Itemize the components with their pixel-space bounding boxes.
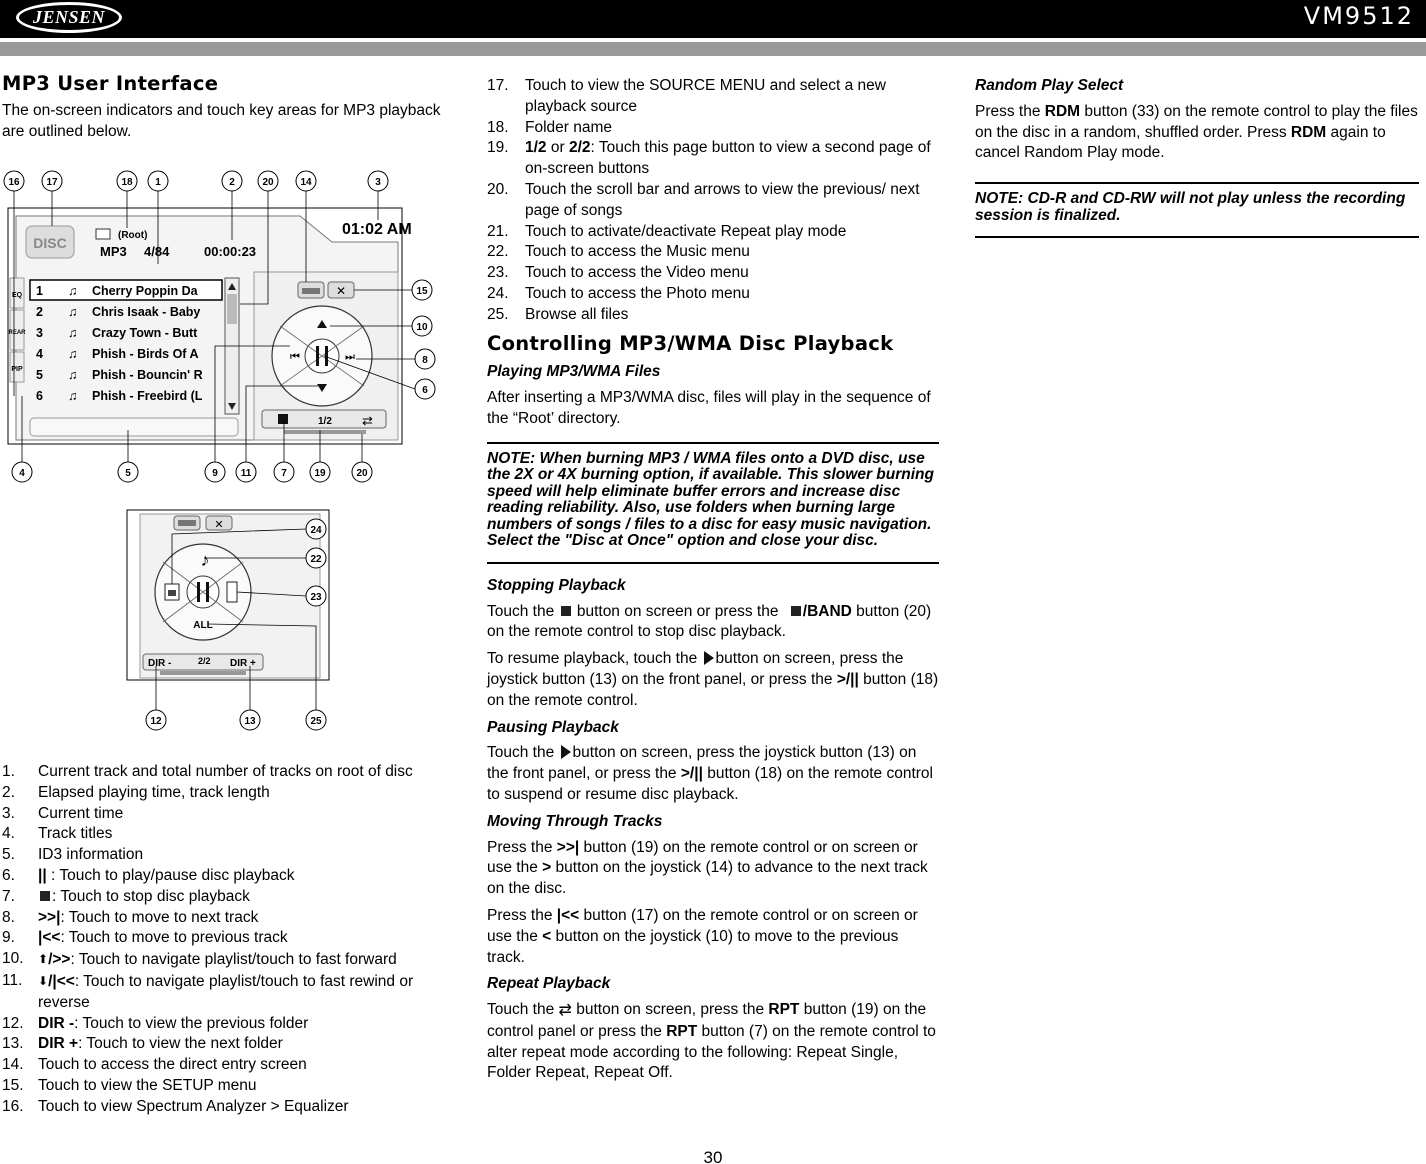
svg-text:✕: ✕ xyxy=(214,519,224,531)
pause-icon[interactable] xyxy=(197,582,200,602)
up-arrow-icon: ⬆ xyxy=(38,952,49,967)
column-1-list xyxy=(2,762,442,1118)
list-item: 4. Track titles xyxy=(2,825,113,843)
subheading-repeat: Repeat Playback xyxy=(487,975,611,993)
callout: 11 xyxy=(240,468,252,479)
list-item: 9. |<<: Touch to move to previous track xyxy=(2,929,288,947)
format-label: MP3 xyxy=(100,244,127,259)
list-item: 8. >>|: Touch to move to next track xyxy=(2,908,259,926)
track-num: 5 xyxy=(36,368,43,382)
play-icon xyxy=(561,745,571,759)
list-item: 6. || : Touch to play/pause disc playback xyxy=(2,866,295,884)
note-icon: ♫ xyxy=(68,305,78,319)
play-icon xyxy=(704,651,714,665)
callout: 2 xyxy=(229,177,235,188)
callout: 4 xyxy=(19,468,25,479)
callout: 24 xyxy=(310,525,322,536)
list-item: 7. : Touch to stop disc playback xyxy=(2,887,250,905)
video-menu-icon[interactable] xyxy=(227,582,237,602)
callout: 22 xyxy=(310,554,322,565)
list-item: 14. Touch to access the direct entry screen xyxy=(2,1056,307,1074)
music-menu-icon[interactable]: ♪ xyxy=(200,550,210,570)
folder-name: (Root) xyxy=(118,230,148,241)
note-icon: ♫ xyxy=(68,347,78,361)
track-num: 2 xyxy=(36,305,43,319)
note-icon: ♫ xyxy=(68,326,78,340)
list-item: 3. Current time xyxy=(2,804,124,822)
callout-legend-list xyxy=(2,762,442,1118)
stop-paragraph-1: Touch the button on screen or press the /BAND button (20) on the remote control to stop disc playback. xyxy=(487,602,932,641)
list-item: 5. ID3 information xyxy=(2,846,144,864)
repeat-paragraph: Touch the ⇄ button on screen, press the RPT button (19) on the control panel or press the RPT button (7) on the remote control to alter repeat mode according to the following: Repeat Single, Folder Repeat, Repeat Off. xyxy=(487,1001,936,1082)
column-2 xyxy=(487,76,939,1090)
list-item: 20. Touch the scroll bar and arrows to view the previous/ next page of songs xyxy=(487,180,920,219)
callout: 19 xyxy=(314,468,326,479)
page-number: 30 xyxy=(703,1148,723,1164)
callout: 16 xyxy=(8,177,20,188)
callout: 20 xyxy=(262,177,274,188)
track-title[interactable]: Phish - Freebird (L xyxy=(92,389,203,403)
track-title[interactable]: Cherry Poppin Da xyxy=(92,284,198,298)
section-title-mp3-interface: MP3 User Interface xyxy=(2,72,219,95)
track-count: 4/84 xyxy=(144,244,170,259)
header-bar xyxy=(0,0,1426,38)
eq-tab-label: EQ xyxy=(11,292,23,299)
intro-text: The on-screen indicators and touch key areas for MP3 playback are outlined below. xyxy=(2,101,441,140)
browse-all-label[interactable]: ALL xyxy=(193,620,213,631)
track-num: 3 xyxy=(36,326,43,340)
previous-track-icon[interactable]: ⏮ xyxy=(290,351,300,363)
folder-icon xyxy=(96,229,110,239)
track-title[interactable]: Phish - Birds Of A xyxy=(92,347,199,361)
cdr-note: NOTE: CD-R and CD-RW will not play unless the recording session is finalized. xyxy=(975,182,1419,238)
callout: 20 xyxy=(356,468,368,479)
subheading-stopping: Stopping Playback xyxy=(487,576,626,594)
list-item: 18. Folder name xyxy=(487,118,613,136)
callout: 12 xyxy=(150,716,162,727)
disc-label: DISC xyxy=(33,235,67,251)
mp3-interface-diagram xyxy=(0,168,440,736)
list-item: 25. Browse all files xyxy=(487,305,629,323)
repeat-icon[interactable]: ⇄ xyxy=(362,413,373,428)
callout: 10 xyxy=(416,322,428,333)
subheading-playing: Playing MP3/WMA Files xyxy=(487,363,661,381)
callout: 6 xyxy=(422,385,428,396)
next-track-icon[interactable]: ⏭ xyxy=(345,351,355,363)
list-item: 12. DIR -: Touch to view the previous folder xyxy=(2,1014,309,1032)
track-num: 4 xyxy=(36,347,43,361)
list-item: 19. 1/2 or 2/2: Touch this page button to view a second page of on-screen buttons xyxy=(487,139,931,178)
list-item: 11. ⬇/|<<: Touch to navigate playlist/touch to fast rewind or reverse xyxy=(2,971,414,1011)
stop-icon xyxy=(40,891,50,901)
tools-icon: ✕ xyxy=(335,284,347,298)
stop-icon xyxy=(791,606,801,616)
section-title-controlling: Controlling MP3/WMA Disc Playback xyxy=(487,331,894,355)
stop-paragraph-2: To resume playback, touch the button on screen, press the joystick button (13) on the front panel, or press the >/|| button (18) on the remote control. xyxy=(487,650,939,709)
note-icon: ♫ xyxy=(68,389,78,403)
list-item: 16. Touch to view Spectrum Analyzer > Equalizer xyxy=(2,1097,349,1115)
playing-text: After inserting a MP3/WMA disc, files will play in the sequence of the “Root’ directory. xyxy=(487,389,931,427)
callout: 14 xyxy=(300,177,312,188)
pause-paragraph: Touch the button on screen, press the joystick button (13) on the front panel, or press the >/|| button (18) on the remote control to suspend or resume disc playback. xyxy=(487,744,933,803)
subheading-pausing: Pausing Playback xyxy=(487,718,619,736)
down-arrow-icon: ⬇ xyxy=(38,973,49,988)
callout: 13 xyxy=(244,716,256,727)
clock: 01:02 AM xyxy=(342,221,412,238)
list-item: 23. Touch to access the Video menu xyxy=(487,264,749,282)
keypad-icon xyxy=(302,288,320,294)
callout: 7 xyxy=(281,468,287,479)
pause-icon[interactable] xyxy=(316,346,319,366)
track-num: 1 xyxy=(36,284,43,298)
jensen-logo: JENSEN xyxy=(16,2,122,33)
callout: 17 xyxy=(46,177,58,188)
track-title[interactable]: Chris Isaak - Baby xyxy=(92,305,201,319)
callout: 23 xyxy=(310,592,322,603)
subheading-moving: Moving Through Tracks xyxy=(487,812,663,830)
track-title[interactable]: Phish - Bouncin' R xyxy=(92,368,203,382)
column-3 xyxy=(975,76,1419,250)
list-item: 15. Touch to view the SETUP menu xyxy=(2,1076,257,1094)
stop-icon[interactable] xyxy=(278,414,288,424)
track-title[interactable]: Crazy Town - Butt xyxy=(92,326,198,340)
page-button-1-2[interactable]: 1/2 xyxy=(318,416,332,427)
dir-minus-button[interactable]: DIR - xyxy=(148,658,172,669)
note-icon: ♫ xyxy=(68,368,78,382)
list-item: 21. Touch to activate/deactivate Repeat play mode xyxy=(487,222,847,240)
track-num: 6 xyxy=(36,389,43,403)
subheading-random: Random Play Select xyxy=(975,77,1124,94)
callout: 25 xyxy=(310,716,322,727)
random-paragraph: Press the RDM button (33) on the remote control to play the files on the disc in a random, shuffled order. Press RDM again to cancel Random Play mode. xyxy=(975,102,1418,162)
burning-note: NOTE: When burning MP3 / WMA files onto a DVD disc, use the 2X or 4X burning option, if available. This slower burning speed will help eliminate buffer errors and increase disc reading reliability. Also, use folders when burning large numbers of songs / files to a disc for easy music navigation. Select the "Disc at Once" option and close your disc. xyxy=(487,442,939,564)
pip-tab-label: PIP xyxy=(11,366,23,373)
note-icon: ♫ xyxy=(68,284,78,298)
model-name: VM9512 xyxy=(1303,2,1414,30)
list-item: 22. Touch to access the Music menu xyxy=(487,243,750,261)
elapsed-time: 00:00:23 xyxy=(204,244,257,259)
callout: 8 xyxy=(422,355,428,366)
list-item: 13. DIR +: Touch to view the next folder xyxy=(2,1035,283,1053)
callout: 3 xyxy=(375,177,381,188)
list-item: 17. Touch to view the SOURCE MENU and select a new playback source xyxy=(487,77,886,115)
callout: 1 xyxy=(155,177,161,188)
dir-plus-button[interactable]: DIR + xyxy=(230,658,256,669)
callout: 15 xyxy=(416,286,428,297)
list-item: 10. ⬆/>>: Touch to navigate playlist/touch to fast forward xyxy=(2,950,397,969)
column-1 xyxy=(2,74,442,148)
callout: 18 xyxy=(121,177,133,188)
list-item: 2. Elapsed playing time, track length xyxy=(2,783,270,801)
header-divider xyxy=(0,42,1426,56)
callout: 5 xyxy=(125,468,131,479)
callout-legend-list-continued xyxy=(487,76,939,326)
rear-tab-label: REAR xyxy=(8,330,26,336)
stop-icon xyxy=(561,606,571,616)
move-paragraph-2: Press the |<< button (17) on the remote control or on screen or use the < button on the joystick (10) to move to the previous track. xyxy=(487,906,918,966)
list-item: 24. Touch to access the Photo menu xyxy=(487,284,750,302)
id3-info-bar xyxy=(30,418,238,436)
callout: 9 xyxy=(212,468,218,479)
repeat-icon: ⇄ xyxy=(558,1002,572,1020)
move-paragraph-1: Press the >>| button (19) on the remote control or on screen or use the > button on the joystick (14) to advance to the next track on the disc. xyxy=(487,838,928,898)
list-item: 1. Current track and total number of tracks on root of disc xyxy=(2,763,413,780)
page-button-2-2[interactable]: 2/2 xyxy=(198,656,211,666)
